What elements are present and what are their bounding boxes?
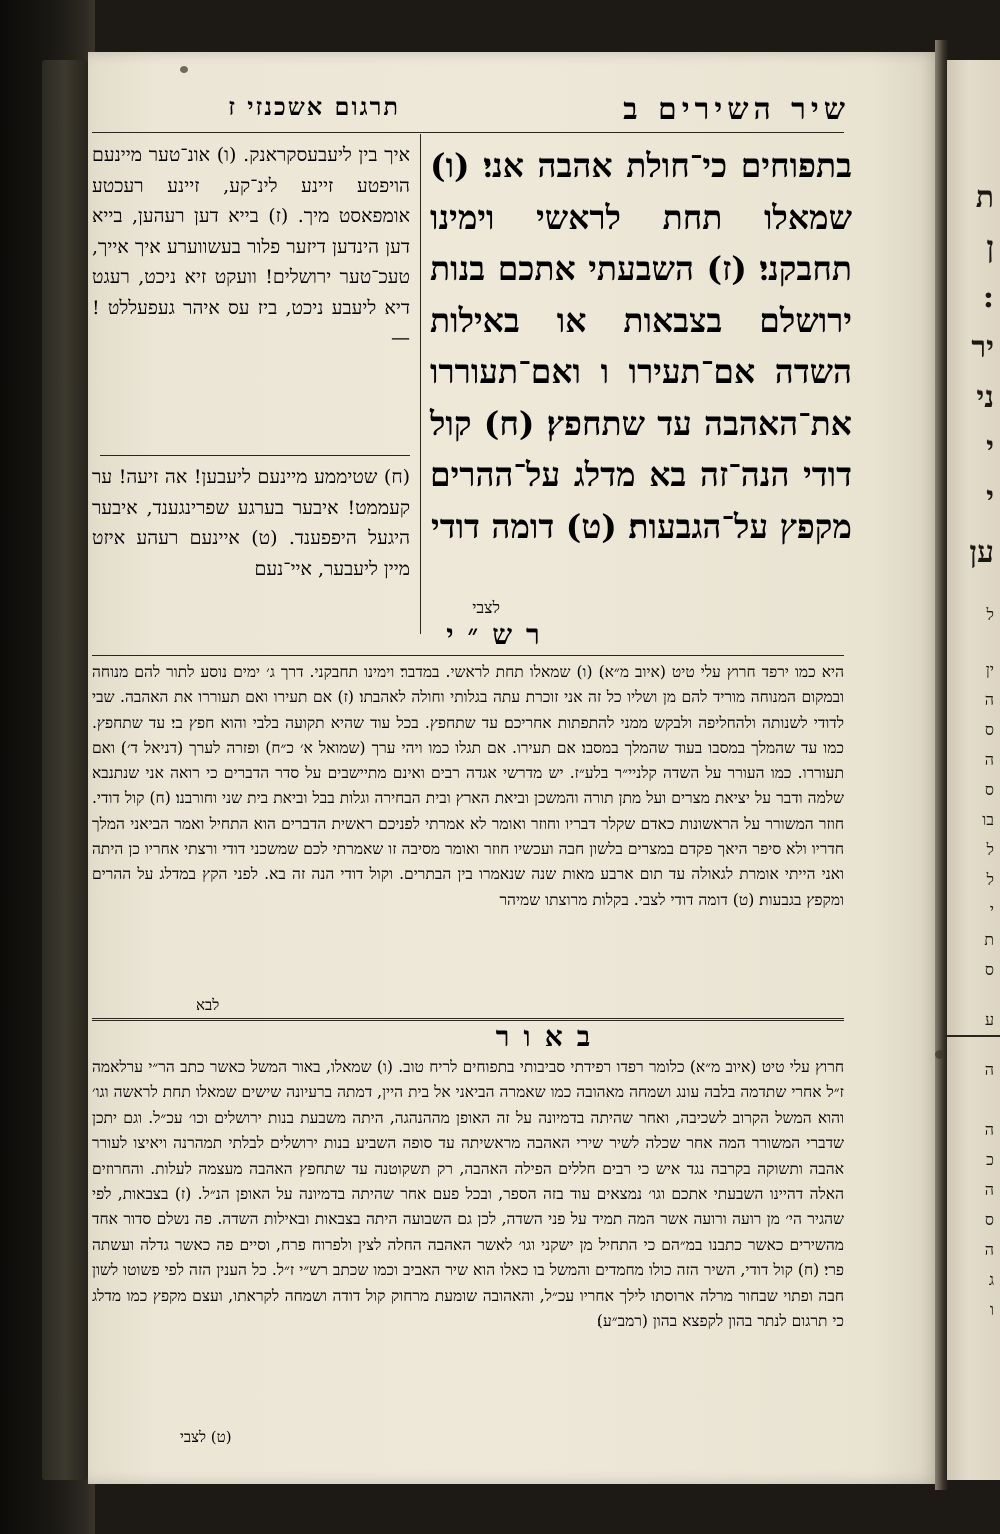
facing-page-fragment: ה — [984, 1180, 994, 1199]
facing-page-fragment: ני — [976, 380, 994, 415]
facing-page-fragment: ס — [984, 1210, 994, 1229]
facing-page-fragment: י — [989, 900, 994, 919]
facing-page-fragment: יר — [971, 330, 994, 365]
paper-speck — [935, 1050, 945, 1059]
facing-page-rule — [947, 1035, 1000, 1037]
translation-separator — [100, 455, 410, 456]
biur-catchword: (ט) לצבי — [180, 1428, 232, 1446]
facing-page-fragment: ין — [985, 660, 994, 679]
facing-page-fragment: ה — [984, 1120, 994, 1139]
facing-page-fragment: ען — [969, 535, 994, 570]
facing-page-fragment: כ — [986, 1150, 994, 1169]
biur-commentary: חרוץ עלי טיט (איוב מ״א) כלומר רפדו רפידתי סביבותי בתפוחים לריח טוב. (ו) שמאלו, באור המשל כאשר כתב הר״י ערלאמה ז״ל אחרי שתדמה בלבה עונג ושמחה מאהובה כמו שאמרה הביאני אל בית היין, דמתה ברעיונה שישים שמאלו תחת לראשה וגו׳ והוא המשל הקרוב לשכיבה, ואחר שהיתה בדמיונה על זה האופן מההנהגה, היתה משבעת בנות ירושלים וכו׳ עכ״ל. וגם יתכן שדברי המשורר המה אחר שכלה לשיר שירי האהבה מראשיתה עד סופה השביע בנות ירושלים לבלתי תמהרנה ויאיצו לעורר אהבה ותשוקה בקרבה נגד איש כי רבים חללים הפילה האהבה, רק תשקוטנה עד שתחפץ האהבה מעצמה לעלות. והחרוזים האלה דהיינו השבעתי אתכם וגו׳ נמצאים עוד בזה הספר, ובכל פעם אחר שהיתה בדמיונה על האופן הנ״ל. (ז) בצבאות, לפי שהגיר הי׳ מן רועה ורועה אשר המה תמיד על פני השדה, לכן גם השבועה היתה בצבאות ובאילות השדה. פה נשלם סדור אחד מהשירים כאשר כתבנו במ״הם כי התחיל מן ישקני וגו׳ לאשר האהבה החלה לצין ולפרוח פרח, וסיים פה כאשר גדלה ועשתה פרי׃ (ח) קול דודי, השיר הזה כולו מחמדים והמשל בו כאלו הוא שיר האביב וכמו שכתב רש״י ז״ל. כל הענין הזה לפי פשוטו לשון חבה ופתוי שבחור מרלה ארוסתו לילך אחריו עכ״ל, והאהובה שומעת מרחוק קול דודה ושמחה לקראתו, ועצם מקפץ כמו מדלג כי תרגום לנתר בהון לקפצא בהון (רמב״ע)׃ — [92, 1058, 844, 1331]
binding-stripe — [42, 60, 88, 1480]
running-head-book-title: שיר השירים ב — [623, 92, 850, 127]
facing-page-fragment: ל — [986, 870, 994, 889]
facing-page-fragment: ס — [984, 960, 994, 979]
facing-page-fragment: ת — [984, 930, 994, 949]
facing-page-fragment: בו — [982, 810, 994, 829]
column-divider — [420, 134, 421, 634]
facing-page-fragment: : — [982, 280, 994, 315]
facing-page-fragment: ה — [984, 750, 994, 769]
facing-page-fragment: י — [986, 430, 994, 465]
facing-page-fragment: י — [986, 480, 994, 515]
facing-page-fragment: ל — [986, 840, 994, 859]
facing-page-fragment: ג — [988, 1270, 994, 1289]
facing-page-fragment: ו — [989, 1300, 994, 1319]
facing-page-fragment: ס — [984, 720, 994, 739]
paper-speck — [180, 66, 188, 73]
facing-page-fragment: ן — [986, 230, 994, 265]
facing-page-fragment: ל — [986, 605, 994, 624]
translation-block-1: איך בין ליעבעסקראנק. (ו) אונ־טער מיינעם הויפטע זיינע לינ־קע, זיינע רעכטע אומפאסט מיך. (ז) בייא דען רעהען, בייא דען הינדען דיזער פלור בעשווערע איך אייך, טעכ־טער ירושלים! וועקט זיא ניכט, רעגט דיא ליעבע ניכט, ביז עס איהר געפעללט ! — — [92, 144, 410, 349]
header-rule — [92, 132, 844, 133]
facing-page-fragment: ה — [984, 690, 994, 709]
rashi-heading: רש״י — [446, 618, 554, 651]
running-head-translation-title: תרגום אשכנזי ז — [228, 92, 400, 121]
rashi-commentary: היא כמו ירפד חרוץ עלי טיט (איוב מ״א)׃ (ו) שמאלו תחת לראשי. במדבר׃ וימינו תחבקני. דרך ג׳ ימים נוסע לתור להם מנוחה ובמקום המנוחה מוריד להם מן ושליו כל זה אני זוכרת עתה בגלותי וחולה לאהבתו׃ (ז) אם תעירו ואם תעוררו את האהבה. שבי לדודי לשנותה ולהחליפה ולבקש ממני להתפתות אחריכם׃ עד שתחפץ. בכל עוד שהיא תקועה בלבי והוא חפץ בי׃ עד שתחפץ. כמו עד שהמלך במסבו בעוד שהמלך במסבו׃ אם תעירו. אם תגלו כמו ויהי ערך (שמואל א׳ כ״ח) ופזרה לערך (דניאל ד׳)׃ ואם תעוררו. כמו העורר על השדה קלניי״ר בלע״ז. יש מדרשי אגדה רבים ואינם מתיישבים על סדר הדברים כי רואה אני שנתנבא שלמה ודבר על יציאת מצרים ועל מתן תורה והמשכן וביאת הארץ ובית הבחירה וגלות בבל וביאת בית שני וחורבנו׃ (ח) קול דודי. חוזר המשורר על הראשונות כאדם שקלר דבריו וחוזר ואומר לא אמרתי לפניכם ראשית הדברים הוא התחיל ואמר הביאני המלך חדריו ולא סיפר היאך פקדם במצרים בלשון חבה ועכשיו חוזר ואומר מסיבה זו שאמרתי לכם שמשכני דודי ורצתי אחריו כן היתה ואני הייתי אומרת לגאולה עד תום ארבע מאות שנה שנאמרו בין הבתרים. וקול דודי הנה זה בא. לפני הקץ במדלג על ההרים ומקפץ בגבעות׃ (ט) דומה דודי לצבי. בקלות מרוצתו שמיהר — [92, 663, 844, 909]
facing-page-fragment: ע — [984, 1010, 994, 1029]
book-binding-left — [0, 0, 95, 1534]
scripture-catchword: לצבי — [472, 598, 500, 617]
facing-page-fragment: ה — [984, 1240, 994, 1259]
biur-heading: באור — [495, 1020, 605, 1053]
rashi-rule — [92, 655, 844, 656]
facing-page-fragment: ס — [984, 780, 994, 799]
translation-block-2: (ח) שטיממע מיינעם ליעבען! אה זיעה! ער קעממט! איבער בערגע שפרינגענד, איבער היגעל היפפענד. (ט) איינעם רעהע איזט מיין ליעבער, איי־נעם — [92, 466, 410, 580]
facing-page-fragment: ה — [984, 1060, 994, 1079]
rashi-catchword: לבא — [196, 996, 220, 1014]
facing-page-fragment: ת — [975, 180, 994, 215]
facing-page-edge — [947, 60, 1000, 1480]
scripture-text: בתפוחים כי־חולת אהבה אני׃ (ו) שמאלו תחת לראשי וימינו תחבקני׃ (ז) השבעתי אתכם בנות ירושלם בצבאות או באילות השדה אם־תעירו ו ואם־תעוררו את־האהבה עד שתחפץ׃ (ח) קול דודי הנה־זה בא מדלג על־ההרים מקפץ על־הגבעות׃ (ט) דומה דודי — [430, 146, 852, 546]
